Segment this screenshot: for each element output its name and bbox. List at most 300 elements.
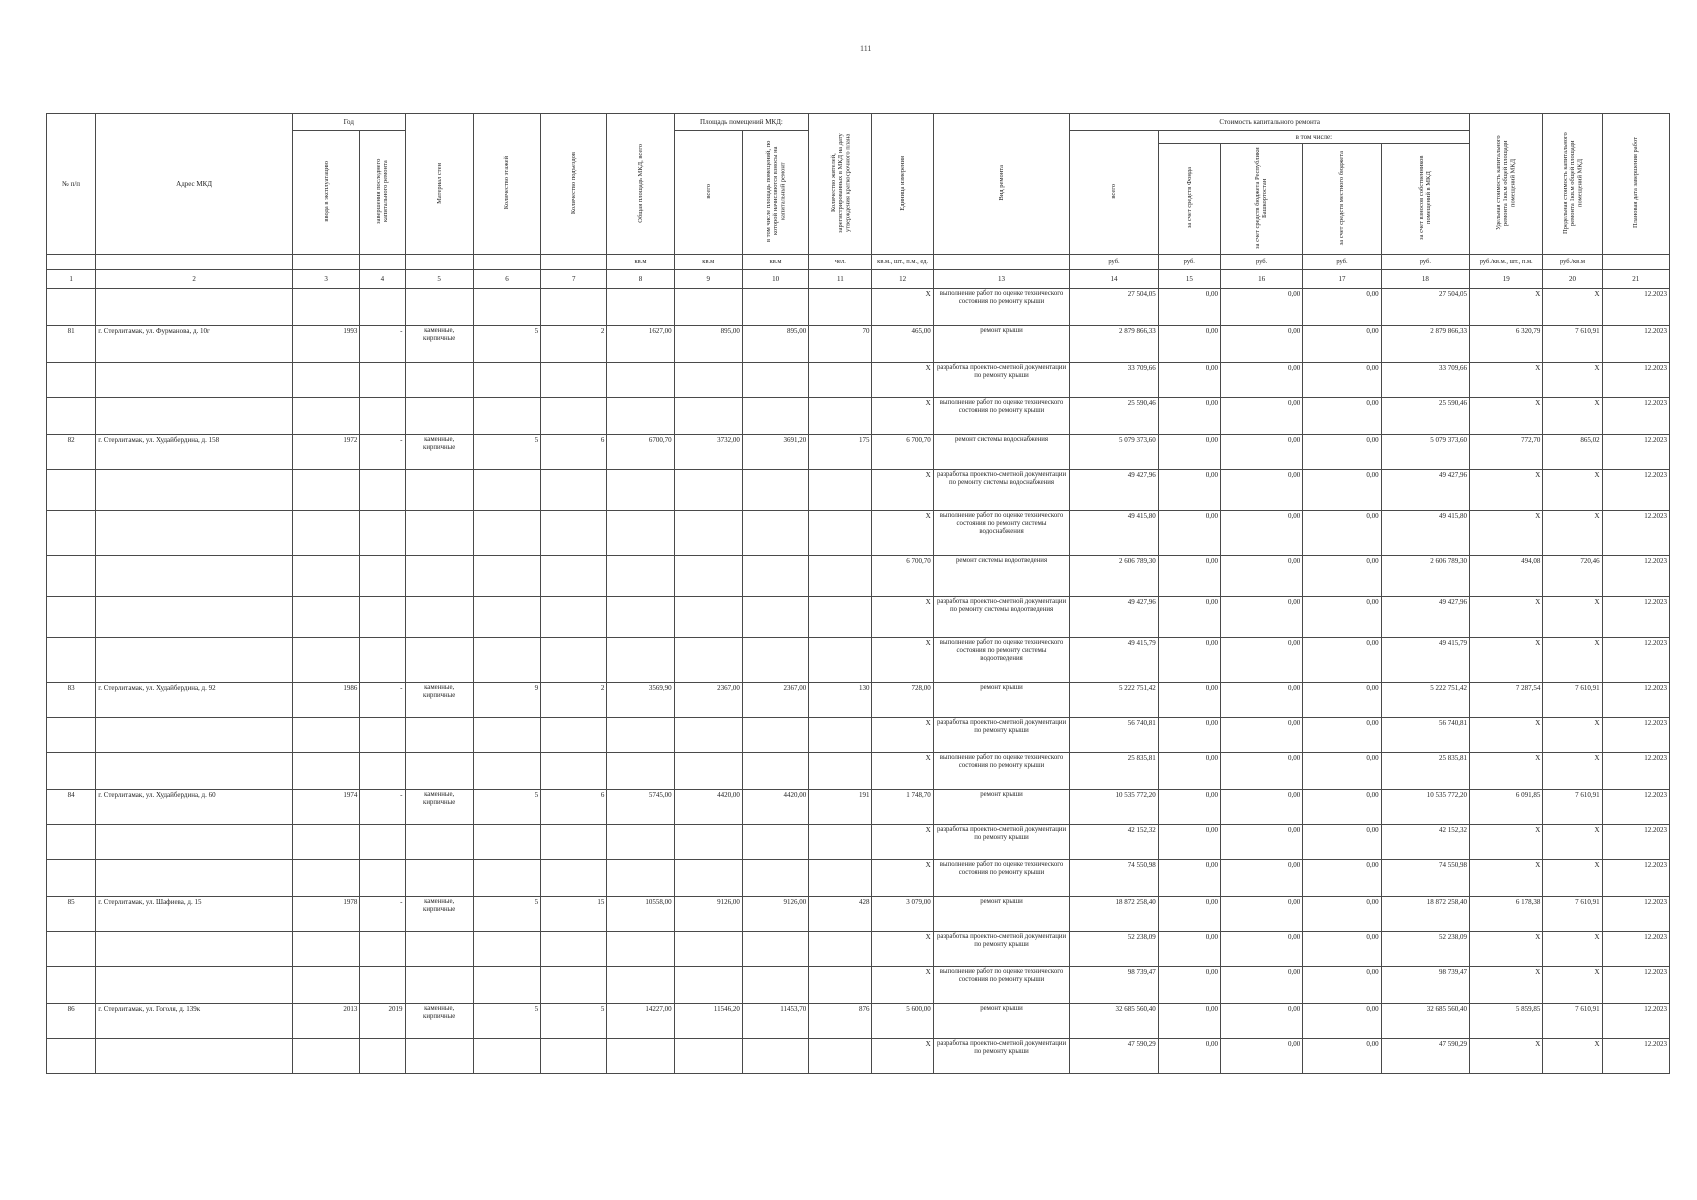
- table-header: [47, 114, 1670, 289]
- cell-unit: X: [872, 398, 933, 435]
- cell-cost-republic: 0,00: [1220, 967, 1302, 1004]
- cell-cost-owners: 32 685 560,40: [1381, 1004, 1469, 1039]
- cell-cost-owners: 25 835,81: [1381, 753, 1469, 790]
- cell-planned-date: 12.2023: [1602, 1004, 1669, 1039]
- cell-wall-material: каменные, кирпичные: [405, 897, 473, 932]
- cell-cost-owners: 49 415,80: [1381, 511, 1469, 556]
- cell-total-area: [607, 638, 674, 683]
- table-body: [47, 289, 1670, 1074]
- cell-cost-local: 0,00: [1303, 326, 1381, 363]
- cell-year-commission: [293, 718, 360, 753]
- cell-cost-fund: 0,00: [1158, 289, 1220, 326]
- cell-cost-republic: 0,00: [1220, 897, 1302, 932]
- cell-unit-cost: X: [1470, 511, 1543, 556]
- cell-limit-cost: X: [1543, 967, 1602, 1004]
- cell-premises-total: [674, 556, 742, 597]
- hdr-planned-date: Плановая дата завершения работ: [1602, 114, 1669, 255]
- cell-address: [96, 398, 293, 435]
- cell-year-commission: [293, 860, 360, 897]
- cell-residents: 130: [809, 683, 872, 718]
- cell-floors: [473, 556, 540, 597]
- cell-work-type: выполнение работ по оценке технического состояния по ремонту крыши: [933, 398, 1070, 435]
- cell-unit-cost: 6 320,79: [1470, 326, 1543, 363]
- cell-cost-republic: 0,00: [1220, 638, 1302, 683]
- cell-year-commission: [293, 597, 360, 638]
- table-row: [47, 932, 1670, 967]
- cell-floors: 5: [473, 1004, 540, 1039]
- cell-cost-republic: 0,00: [1220, 435, 1302, 470]
- cell-premises-total: [674, 860, 742, 897]
- cell-unit-cost: X: [1470, 597, 1543, 638]
- cell-unit-cost: X: [1470, 718, 1543, 753]
- cell-cost-fund: 0,00: [1158, 967, 1220, 1004]
- cell-cost-total: 10 535 772,20: [1070, 790, 1158, 825]
- cell-cost-owners: 33 709,66: [1381, 363, 1469, 398]
- cell-floors: 5: [473, 790, 540, 825]
- cell-floors: [473, 470, 540, 511]
- cell-entrances: [541, 398, 607, 435]
- cell-premises-living: 2367,00: [742, 683, 808, 718]
- cell-premises-total: [674, 363, 742, 398]
- cell-premises-total: 4420,00: [674, 790, 742, 825]
- hdr-year-commission: ввода в эксплуатацию: [293, 131, 360, 255]
- cell-unit-cost: X: [1470, 825, 1543, 860]
- cell-cost-local: 0,00: [1303, 398, 1381, 435]
- cell-floors: [473, 753, 540, 790]
- cell-entrances: [541, 825, 607, 860]
- cell-cost-fund: 0,00: [1158, 435, 1220, 470]
- cell-residents: 191: [809, 790, 872, 825]
- hdr-premises-living: в том числе площадь помещений, по которой начисляются взносы на капитальный ремонт: [742, 131, 808, 255]
- cell-cost-fund: 0,00: [1158, 363, 1220, 398]
- cell-residents: [809, 470, 872, 511]
- cell-cost-total: 18 872 258,40: [1070, 897, 1158, 932]
- cell-floors: [473, 860, 540, 897]
- cell-cost-total: 27 504,05: [1070, 289, 1158, 326]
- cell-premises-total: [674, 470, 742, 511]
- table-row: [47, 753, 1670, 790]
- cell-wall-material: [405, 470, 473, 511]
- cell-work-type: ремонт системы водоотведения: [933, 556, 1070, 597]
- cell-planned-date: 12.2023: [1602, 825, 1669, 860]
- cell-premises-living: [742, 363, 808, 398]
- cell-wall-material: каменные, кирпичные: [405, 1004, 473, 1039]
- cell-cost-fund: 0,00: [1158, 638, 1220, 683]
- hdr-cost-fund: за счет средств Фонда: [1158, 144, 1220, 255]
- cell-residents: [809, 398, 872, 435]
- cell-wall-material: [405, 825, 473, 860]
- table-row: [47, 398, 1670, 435]
- cell-wall-material: каменные, кирпичные: [405, 683, 473, 718]
- cell-entrances: [541, 860, 607, 897]
- hdr-total-area: Общая площадь МКД, всего: [607, 114, 674, 255]
- hdr-incl: в том числе:: [1158, 131, 1469, 144]
- table-row: [47, 435, 1670, 470]
- cell-wall-material: [405, 511, 473, 556]
- cell-num: [47, 398, 96, 435]
- cell-unit: X: [872, 1039, 933, 1074]
- table-row: [47, 683, 1670, 718]
- cell-year-last-repair: -: [360, 435, 405, 470]
- column-numbers-row: 1 2 3 4 5 6 7 8 9 10 11 12 13 14 15 16 17 18 19 20 21: [47, 270, 1670, 289]
- cell-work-type: разработка проектно-сметной документации по ремонту крыши: [933, 1039, 1070, 1074]
- cell-cost-total: 52 238,09: [1070, 932, 1158, 967]
- cell-premises-living: [742, 825, 808, 860]
- cell-year-last-repair: [360, 638, 405, 683]
- cell-premises-living: [742, 753, 808, 790]
- cell-address: [96, 1039, 293, 1074]
- cell-cost-fund: 0,00: [1158, 683, 1220, 718]
- table-row: [47, 638, 1670, 683]
- cell-wall-material: [405, 967, 473, 1004]
- cell-entrances: [541, 638, 607, 683]
- cell-limit-cost: X: [1543, 860, 1602, 897]
- table-row: [47, 718, 1670, 753]
- cell-address: [96, 638, 293, 683]
- cell-cost-owners: 47 590,29: [1381, 1039, 1469, 1074]
- cell-planned-date: 12.2023: [1602, 753, 1669, 790]
- cell-address: [96, 718, 293, 753]
- cell-residents: [809, 967, 872, 1004]
- cell-cost-republic: 0,00: [1220, 790, 1302, 825]
- cell-entrances: [541, 289, 607, 326]
- cell-total-area: [607, 511, 674, 556]
- cell-cost-local: 0,00: [1303, 1004, 1381, 1039]
- cell-planned-date: 12.2023: [1602, 511, 1669, 556]
- cell-entrances: 15: [541, 897, 607, 932]
- table-row: [47, 326, 1670, 363]
- cell-premises-total: [674, 638, 742, 683]
- hdr-address: Адрес МКД: [96, 114, 293, 255]
- cell-wall-material: [405, 753, 473, 790]
- cell-cost-total: 2 606 789,30: [1070, 556, 1158, 597]
- cell-entrances: 5: [541, 1004, 607, 1039]
- cell-entrances: 2: [541, 683, 607, 718]
- cell-residents: 175: [809, 435, 872, 470]
- hdr-unit: Единица измерения: [872, 114, 933, 255]
- cell-planned-date: 12.2023: [1602, 638, 1669, 683]
- cell-total-area: [607, 718, 674, 753]
- cell-work-type: выполнение работ по оценке технического состояния по ремонту крыши: [933, 860, 1070, 897]
- cell-cost-fund: 0,00: [1158, 718, 1220, 753]
- cell-premises-living: [742, 556, 808, 597]
- cell-cost-local: 0,00: [1303, 638, 1381, 683]
- cell-year-last-repair: [360, 825, 405, 860]
- cell-floors: [473, 932, 540, 967]
- cell-cost-total: 42 152,32: [1070, 825, 1158, 860]
- cell-cost-owners: 98 739,47: [1381, 967, 1469, 1004]
- cell-year-last-repair: -: [360, 326, 405, 363]
- cell-address: г. Стерлитамак, ул. Гоголя, д. 139к: [96, 1004, 293, 1039]
- cell-unit: X: [872, 825, 933, 860]
- cell-residents: [809, 597, 872, 638]
- cell-limit-cost: X: [1543, 825, 1602, 860]
- cell-residents: [809, 511, 872, 556]
- cell-entrances: [541, 470, 607, 511]
- cell-premises-total: [674, 753, 742, 790]
- cell-year-last-repair: [360, 1039, 405, 1074]
- cell-premises-living: [742, 1039, 808, 1074]
- cell-cost-owners: 10 535 772,20: [1381, 790, 1469, 825]
- table-row: [47, 860, 1670, 897]
- cell-residents: 876: [809, 1004, 872, 1039]
- cell-year-commission: 1986: [293, 683, 360, 718]
- cell-year-commission: [293, 363, 360, 398]
- table-row: [47, 790, 1670, 825]
- cell-unit: 6 700,70: [872, 556, 933, 597]
- cell-cost-owners: 49 427,96: [1381, 597, 1469, 638]
- cell-premises-total: [674, 289, 742, 326]
- cell-planned-date: 12.2023: [1602, 897, 1669, 932]
- cell-work-type: ремонт крыши: [933, 683, 1070, 718]
- cell-cost-owners: 49 427,96: [1381, 470, 1469, 511]
- cell-address: [96, 511, 293, 556]
- cell-work-type: выполнение работ по оценке технического состояния по ремонту крыши: [933, 967, 1070, 1004]
- cell-total-area: 10558,00: [607, 897, 674, 932]
- cell-premises-total: [674, 825, 742, 860]
- cell-wall-material: [405, 398, 473, 435]
- cell-limit-cost: 7 610,91: [1543, 897, 1602, 932]
- cell-limit-cost: X: [1543, 932, 1602, 967]
- cell-total-area: 6700,70: [607, 435, 674, 470]
- cell-num: 84: [47, 790, 96, 825]
- cell-cost-total: 2 879 866,33: [1070, 326, 1158, 363]
- cell-limit-cost: 865,02: [1543, 435, 1602, 470]
- cell-num: [47, 1039, 96, 1074]
- cell-cost-republic: 0,00: [1220, 326, 1302, 363]
- hdr-cost-local: за счет средств местного бюджета: [1303, 144, 1381, 255]
- cell-address: [96, 825, 293, 860]
- cell-limit-cost: 720,46: [1543, 556, 1602, 597]
- cell-wall-material: [405, 597, 473, 638]
- cell-cost-fund: 0,00: [1158, 326, 1220, 363]
- cell-cost-fund: 0,00: [1158, 597, 1220, 638]
- cell-cost-republic: 0,00: [1220, 683, 1302, 718]
- cell-address: [96, 932, 293, 967]
- cell-entrances: [541, 597, 607, 638]
- hdr-residents: Количество жителей, зарегистрированных в МКД на дату утверждения краткосрочного плана: [809, 114, 872, 255]
- cell-year-last-repair: [360, 753, 405, 790]
- cell-year-commission: 2013: [293, 1004, 360, 1039]
- cell-address: [96, 753, 293, 790]
- table-row: [47, 511, 1670, 556]
- cell-entrances: [541, 753, 607, 790]
- hdr-wall-material: Материал стен: [405, 114, 473, 255]
- cell-year-last-repair: [360, 289, 405, 326]
- cell-work-type: ремонт крыши: [933, 897, 1070, 932]
- cell-entrances: [541, 718, 607, 753]
- cell-cost-republic: 0,00: [1220, 470, 1302, 511]
- cell-unit: X: [872, 860, 933, 897]
- cell-work-type: разработка проектно-сметной документации по ремонту крыши: [933, 825, 1070, 860]
- cell-floors: 5: [473, 897, 540, 932]
- cell-unit: X: [872, 363, 933, 398]
- cell-premises-living: [742, 597, 808, 638]
- cell-num: [47, 753, 96, 790]
- cell-year-commission: [293, 825, 360, 860]
- cell-residents: 428: [809, 897, 872, 932]
- cell-cost-fund: 0,00: [1158, 860, 1220, 897]
- cell-year-last-repair: -: [360, 897, 405, 932]
- cell-unit: 6 700,70: [872, 435, 933, 470]
- cell-residents: [809, 825, 872, 860]
- cell-address: г. Стерлитамак, ул. Шафиева, д. 15: [96, 897, 293, 932]
- cell-total-area: [607, 967, 674, 1004]
- hdr-premises-total: всего: [674, 131, 742, 255]
- cell-cost-local: 0,00: [1303, 718, 1381, 753]
- cell-residents: [809, 638, 872, 683]
- cell-unit: X: [872, 967, 933, 1004]
- cell-unit-cost: X: [1470, 638, 1543, 683]
- cell-planned-date: 12.2023: [1602, 363, 1669, 398]
- cell-premises-living: [742, 638, 808, 683]
- cell-work-type: ремонт крыши: [933, 1004, 1070, 1039]
- cell-premises-living: 3691,20: [742, 435, 808, 470]
- cell-year-last-repair: [360, 932, 405, 967]
- cell-year-last-repair: -: [360, 790, 405, 825]
- cell-limit-cost: X: [1543, 363, 1602, 398]
- cell-cost-fund: 0,00: [1158, 556, 1220, 597]
- cell-wall-material: [405, 363, 473, 398]
- cell-cost-republic: 0,00: [1220, 825, 1302, 860]
- cell-limit-cost: X: [1543, 511, 1602, 556]
- cell-cost-republic: 0,00: [1220, 398, 1302, 435]
- cell-year-commission: [293, 638, 360, 683]
- table-row: [47, 1004, 1670, 1039]
- cell-work-type: разработка проектно-сметной документации по ремонту крыши: [933, 363, 1070, 398]
- cell-entrances: 6: [541, 435, 607, 470]
- cell-residents: 70: [809, 326, 872, 363]
- cell-total-area: [607, 860, 674, 897]
- cell-year-commission: [293, 753, 360, 790]
- cell-num: 85: [47, 897, 96, 932]
- cell-premises-total: [674, 932, 742, 967]
- cell-unit: 1 748,70: [872, 790, 933, 825]
- cell-year-last-repair: [360, 363, 405, 398]
- cell-cost-total: 32 685 560,40: [1070, 1004, 1158, 1039]
- cell-floors: 5: [473, 435, 540, 470]
- cell-unit-cost: 5 859,85: [1470, 1004, 1543, 1039]
- cell-num: 82: [47, 435, 96, 470]
- cell-premises-living: [742, 967, 808, 1004]
- table-row: [47, 363, 1670, 398]
- hdr-num: № п/п: [47, 114, 96, 255]
- cell-address: г. Стерлитамак, ул. Худайбердина, д. 158: [96, 435, 293, 470]
- cell-cost-republic: 0,00: [1220, 860, 1302, 897]
- cell-year-commission: [293, 289, 360, 326]
- cell-unit: 728,00: [872, 683, 933, 718]
- cell-work-type: ремонт крыши: [933, 790, 1070, 825]
- cell-limit-cost: X: [1543, 597, 1602, 638]
- cell-premises-living: [742, 860, 808, 897]
- cell-floors: [473, 289, 540, 326]
- cell-entrances: [541, 511, 607, 556]
- cell-unit-cost: X: [1470, 398, 1543, 435]
- cell-floors: 5: [473, 326, 540, 363]
- cell-planned-date: 12.2023: [1602, 860, 1669, 897]
- cell-wall-material: [405, 289, 473, 326]
- cell-cost-local: 0,00: [1303, 597, 1381, 638]
- cell-total-area: [607, 398, 674, 435]
- cell-premises-total: 11546,20: [674, 1004, 742, 1039]
- cell-year-last-repair: [360, 967, 405, 1004]
- cell-total-area: [607, 470, 674, 511]
- cell-cost-republic: 0,00: [1220, 363, 1302, 398]
- cell-wall-material: каменные, кирпичные: [405, 326, 473, 363]
- cell-entrances: 6: [541, 790, 607, 825]
- cell-work-type: разработка проектно-сметной документации по ремонту системы водоснабжения: [933, 470, 1070, 511]
- cell-year-last-repair: [360, 860, 405, 897]
- cell-limit-cost: X: [1543, 638, 1602, 683]
- cell-entrances: [541, 363, 607, 398]
- cell-total-area: 14227,00: [607, 1004, 674, 1039]
- cell-cost-fund: 0,00: [1158, 1039, 1220, 1074]
- cell-year-commission: 1993: [293, 326, 360, 363]
- cell-limit-cost: 7 610,91: [1543, 683, 1602, 718]
- cell-wall-material: [405, 932, 473, 967]
- cell-premises-living: [742, 470, 808, 511]
- cell-cost-republic: 0,00: [1220, 932, 1302, 967]
- cell-cost-local: 0,00: [1303, 932, 1381, 967]
- cell-entrances: [541, 556, 607, 597]
- cell-premises-total: [674, 1039, 742, 1074]
- cell-floors: [473, 398, 540, 435]
- cell-cost-local: 0,00: [1303, 511, 1381, 556]
- cell-work-type: разработка проектно-сметной документации по ремонту системы водоотведения: [933, 597, 1070, 638]
- cell-num: [47, 860, 96, 897]
- cell-unit: 5 600,00: [872, 1004, 933, 1039]
- cell-work-type: выполнение работ по оценке технического состояния по ремонту системы водоснабжения: [933, 511, 1070, 556]
- hdr-year-group: Год: [293, 114, 405, 131]
- cell-num: 81: [47, 326, 96, 363]
- cell-address: [96, 556, 293, 597]
- cell-cost-local: 0,00: [1303, 470, 1381, 511]
- cell-cost-owners: 18 872 258,40: [1381, 897, 1469, 932]
- cell-cost-fund: 0,00: [1158, 398, 1220, 435]
- cell-year-commission: 1978: [293, 897, 360, 932]
- cell-cost-fund: 0,00: [1158, 897, 1220, 932]
- hdr-work-type: Вид ремонта: [933, 114, 1070, 255]
- cell-year-commission: [293, 556, 360, 597]
- cell-wall-material: [405, 1039, 473, 1074]
- cell-num: 83: [47, 683, 96, 718]
- cell-limit-cost: 7 610,91: [1543, 326, 1602, 363]
- cell-planned-date: 12.2023: [1602, 326, 1669, 363]
- cell-residents: [809, 1039, 872, 1074]
- cell-year-last-repair: [360, 511, 405, 556]
- cell-work-type: выполнение работ по оценке технического состояния по ремонту крыши: [933, 289, 1070, 326]
- cell-year-commission: [293, 398, 360, 435]
- cell-num: 86: [47, 1004, 96, 1039]
- cell-premises-living: [742, 511, 808, 556]
- cell-cost-total: 33 709,66: [1070, 363, 1158, 398]
- cell-planned-date: 12.2023: [1602, 435, 1669, 470]
- cell-address: [96, 860, 293, 897]
- cell-floors: [473, 638, 540, 683]
- cell-unit-cost: 6 091,85: [1470, 790, 1543, 825]
- cell-year-commission: [293, 1039, 360, 1074]
- cell-cost-total: 74 550,98: [1070, 860, 1158, 897]
- cell-residents: [809, 932, 872, 967]
- cell-cost-local: 0,00: [1303, 860, 1381, 897]
- cell-cost-fund: 0,00: [1158, 1004, 1220, 1039]
- cell-premises-total: [674, 511, 742, 556]
- cell-cost-total: 49 415,80: [1070, 511, 1158, 556]
- cell-unit-cost: X: [1470, 363, 1543, 398]
- cell-unit-cost: X: [1470, 860, 1543, 897]
- hdr-limit-cost: Предельная стоимость капитального ремонта 1кв.м общей площади помещений МКД: [1543, 114, 1602, 255]
- cell-wall-material: [405, 638, 473, 683]
